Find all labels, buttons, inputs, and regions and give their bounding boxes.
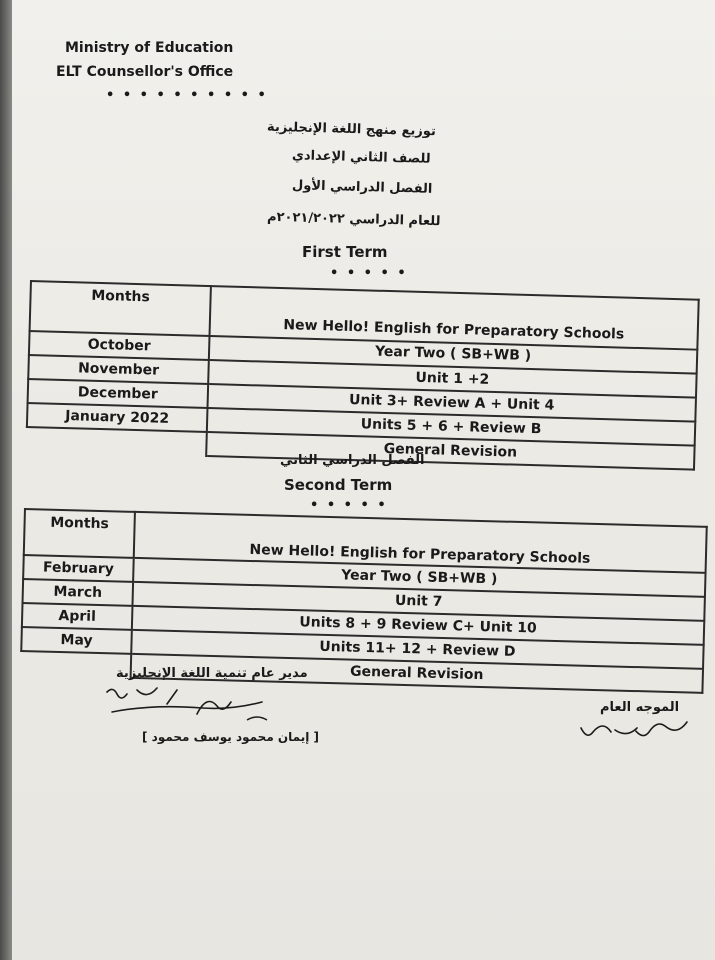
month-cell: November [28, 355, 209, 384]
month-cell [21, 651, 132, 678]
content-cell: Units 5 + 6 + Review B [207, 408, 695, 446]
second-term-dots: • • • • • [310, 498, 388, 513]
content-cell: Unit 3+ Review A + Unit 4 [207, 384, 695, 422]
title-ar-line4: للعام الدراسي ٢٠٢١/٢٠٢٢م [266, 209, 441, 230]
second-term-title-ar: الفصل الدراسي الثاني [280, 453, 425, 468]
month-cell: December [28, 379, 209, 408]
month-cell: March [23, 579, 134, 606]
first-term-table [25, 280, 700, 471]
first-term-title: First Term [302, 243, 388, 261]
month-cell: January 2022 [27, 403, 208, 432]
right-handwritten-signature [577, 712, 697, 748]
right-signatory-title-ar: الموجه العام [600, 700, 680, 715]
office-name: ELT Counsellor's Office [56, 64, 234, 80]
book-title-line1: New Hello! English for Preparatory Schools [283, 317, 625, 343]
header-dots: • • • • • • • • • • [106, 88, 268, 103]
left-signatory-title-ar: مدير عام تنمية اللغة الإنجليزية [116, 666, 308, 681]
ministry-name: Ministry of Education [65, 40, 234, 56]
content-cell: General Revision [131, 654, 703, 693]
content-cell: Unit 7 [132, 582, 704, 621]
month-cell: April [22, 603, 133, 630]
content-cell: Units 8 + 9 Review C+ Unit 10 [132, 606, 704, 645]
title-ar-line3: الفصل الدراسي الأول [291, 178, 433, 197]
title-ar-line1: توزيع منهج اللغة الإنجليزية [266, 119, 437, 140]
book-title-line2: Year Two ( SB+WB ) [374, 343, 532, 365]
document-page [12, 0, 715, 960]
content-cell: General Revision [206, 432, 694, 470]
second-term-title: Second Term [284, 476, 393, 494]
left-signatory-name-ar: [ إيمان محمود يوسف محمود ] [142, 730, 319, 744]
first-term-dots: • • • • • [330, 266, 408, 281]
page-edge-shadow [0, 0, 12, 960]
book-title-line2: Year Two ( SB+WB ) [341, 567, 498, 588]
left-handwritten-signature [97, 684, 287, 734]
content-cell: Unit 1 +2 [208, 360, 696, 398]
month-cell: May [21, 627, 132, 654]
months-header: Months [30, 281, 211, 336]
months-header: Months [24, 509, 135, 558]
month-cell: February [23, 555, 134, 582]
book-title-line1: New Hello! English for Preparatory Schools [249, 541, 591, 567]
content-cell: Units 11+ 12 + Review D [131, 630, 703, 669]
month-cell: October [29, 331, 210, 360]
month-cell [26, 427, 207, 456]
title-ar-line2: للصف الثاني الإعدادي [291, 148, 431, 167]
